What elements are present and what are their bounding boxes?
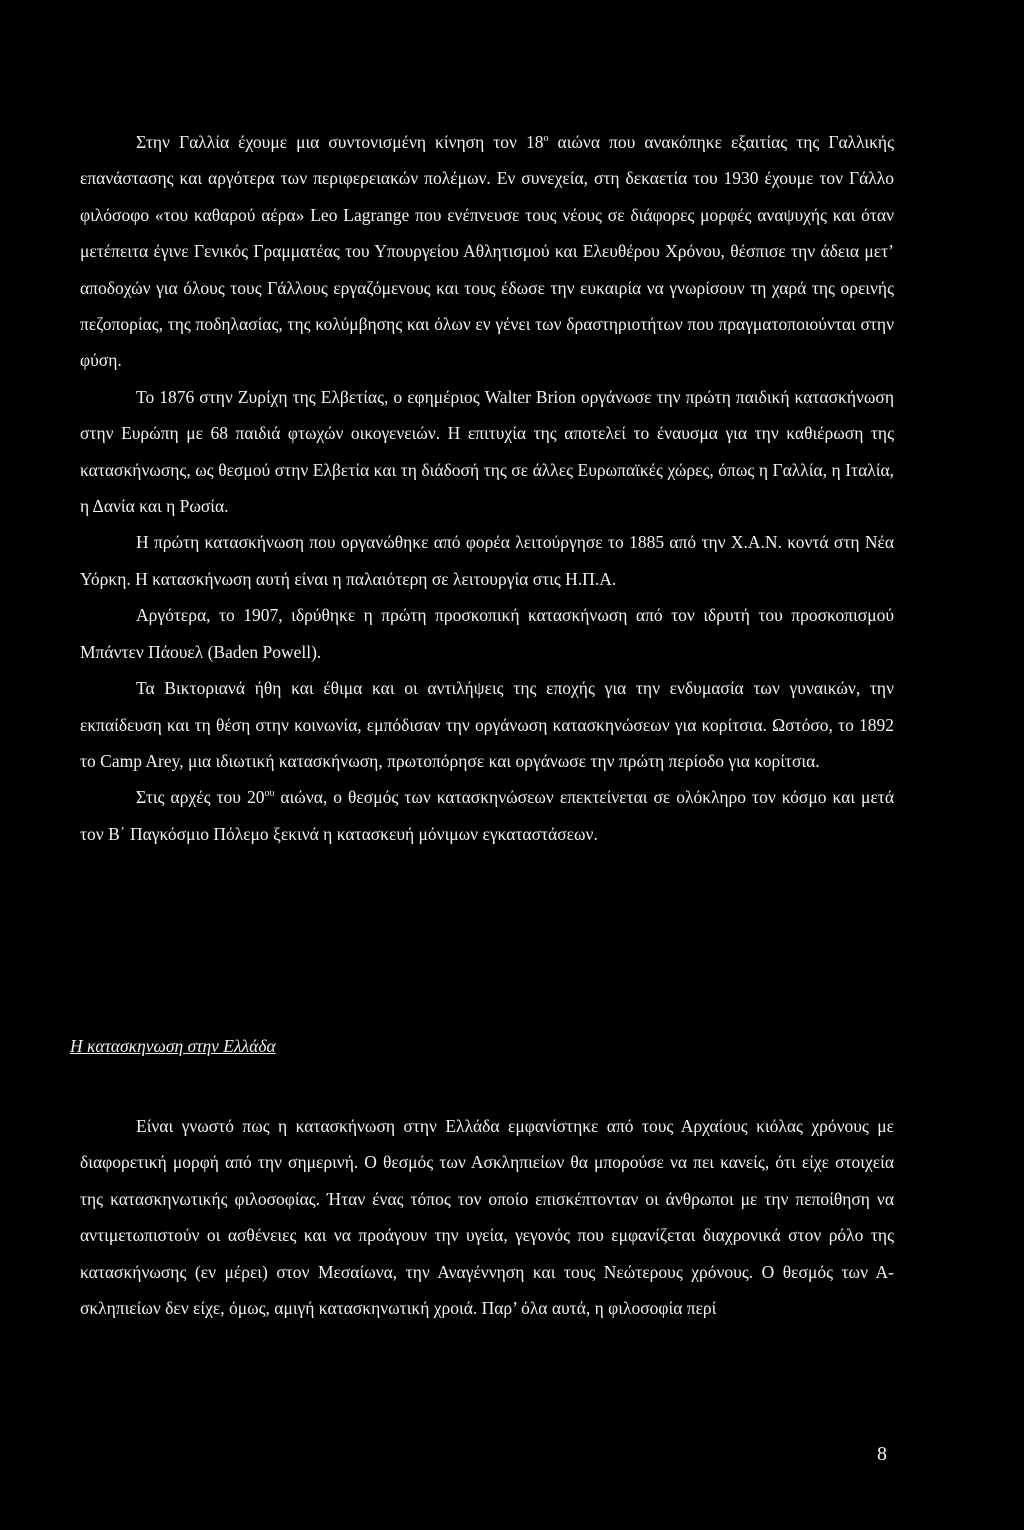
section-greece (80, 1108, 894, 1326)
paragraph-20th-century-text-end: αιώνα, ο θεσμός των κατασκηνώσεων επεκτείνεται σε ολόκληρο τον κόσμο και μετά τον Β΄ Παγκόσμιο Πόλεμο ξεκινά η κατασκευή μόνιμων εγκαταστάσεων. (80, 787, 894, 844)
paragraph-victorian: Τα Βικτοριανά ήθη και έθιμα και οι αντιλήψεις της εποχής για την ενδυμασία των γυναικών, την εκπαίδευση και τη θέση στην κοινωνία, εμπόδισαν την οργάνωση κατασκηνώσεων για κορίτσια. Ωστόσο, το 1892 το Camp Arey, μια ιδιωτική κατασκήνωση, πρωτοπόρησε και οργάνωσε την πρώτη περίοδο για κορίτσια. (80, 678, 894, 771)
paragraph-france-text-start: Στην Γαλλία έχουμε μια συντονισμένη κίνηση τον 18 (136, 132, 544, 152)
paragraph-new-york: Η πρώτη κατασκήνωση που οργανώθηκε από φορέα λειτούργησε το 1885 από την Χ.Α.Ν. κοντά στη Νέα Υόρκη. Η κατασκήνωση αυτή είναι η παλαιότερη σε λειτουργία στις Η.Π.Α. (80, 532, 894, 589)
paragraph-scouting: Αργότερα, το 1907, ιδρύθηκε η πρώτη προσκοπική κατασκήνωση από τον ιδρυτή του προσκοπισμού Μπάντεν Πάουελ (Baden Powell). (80, 605, 894, 662)
superscript-ordinal: ο (543, 133, 549, 145)
paragraph-20th-century-text-start: Στις αρχές του 20 (136, 787, 265, 808)
superscript-ordinal: ου (264, 788, 275, 800)
paragraph-switzerland: Το 1876 στην Ζυρίχη της Ελβετίας, ο εφημέριος Walter Brion οργάνωσε την πρώτη παιδική κατασκήνωση στην Ευρώπη με 68 παιδιά φτωχών οικογενειών. Η επιτυχία της αποτελεί το έναυσμα για την καθιέρωση της κατασκήνωσης, ως θεσμού στην Ελβετία και τη διάδοσή της σε άλλες Ευρωπαϊκές χώρες, όπως η Γαλλία, η Ιταλία, η Δανία και η Ρωσία. (80, 386, 894, 517)
page-number: 8 (877, 1443, 887, 1465)
paragraph-france-text-end: αιώνα που ανακόπηκε εξαιτίας της Γαλλικής επανάστασης και αργότερα των περιφερειακών πολέμων. Εν συνεχεία, στη δεκαετία του 1930 έχουμε τον Γάλλο φιλόσοφο «του καθαρού αέρα» Leo Lagrange που ενέπνευσε τους νέους σε διάφορες μορφές αναψυχής και όταν μετέπειτα έγινε Γενικός Γραμματέας του Υπουργείου Αθλητισμού και Ελευθέρου Χρόνου, θέσπισε την άδεια μετ’ αποδοχών για όλους τους Γάλλους εργαζόμενους και τους έδωσε την ευκαιρία να γνωρίσουν τη χαρά της ορεινής πεζοπορίας, της ποδηλασίας, της κολύμβησης και όλων εν γένει των δραστηριοτήτων που πραγματοποιούνται στην φύση. (80, 132, 895, 371)
paragraph-20th-century (80, 779, 894, 852)
section-heading-greece: Η κατασκηνωση στην Ελλάδα (70, 1036, 276, 1056)
section-history (80, 124, 894, 852)
paragraph-asklepieia: Είναι γνωστό πως η κατασκήνωση στην Ελλάδα εμφανίστηκε από τους Αρχαίους κιόλας χρόνους με διαφορετική μορφή από την σημερινή. Ο θεσμός των Ασκληπιείων θα μπορούσε να πει κανείς, ότι είχε στοιχεία της κατασκηνωτικής φιλοσοφίας. Ήταν ένας τόπος τον οποίο επισκέπτονταν οι άνθρωποι με την πεποίθηση να αντιμετωπιστούν οι ασθένειες και να προάγουν την υγεία, γεγονός που εμφανίζεται διαχρονικά στον ρόλο της κατασκήνωσης (εν μέρει) στον Μεσαίωνα, την Αναγέννηση και τους Νεώτερους χρόνους. Ο θεσμός των Α-σκληπιείων δεν είχε, όμως, αμιγή κατασκηνωτική χροιά. Παρ’ όλα αυτά, η φιλοσοφία περί (80, 1116, 894, 1319)
paragraph-france (80, 124, 894, 379)
